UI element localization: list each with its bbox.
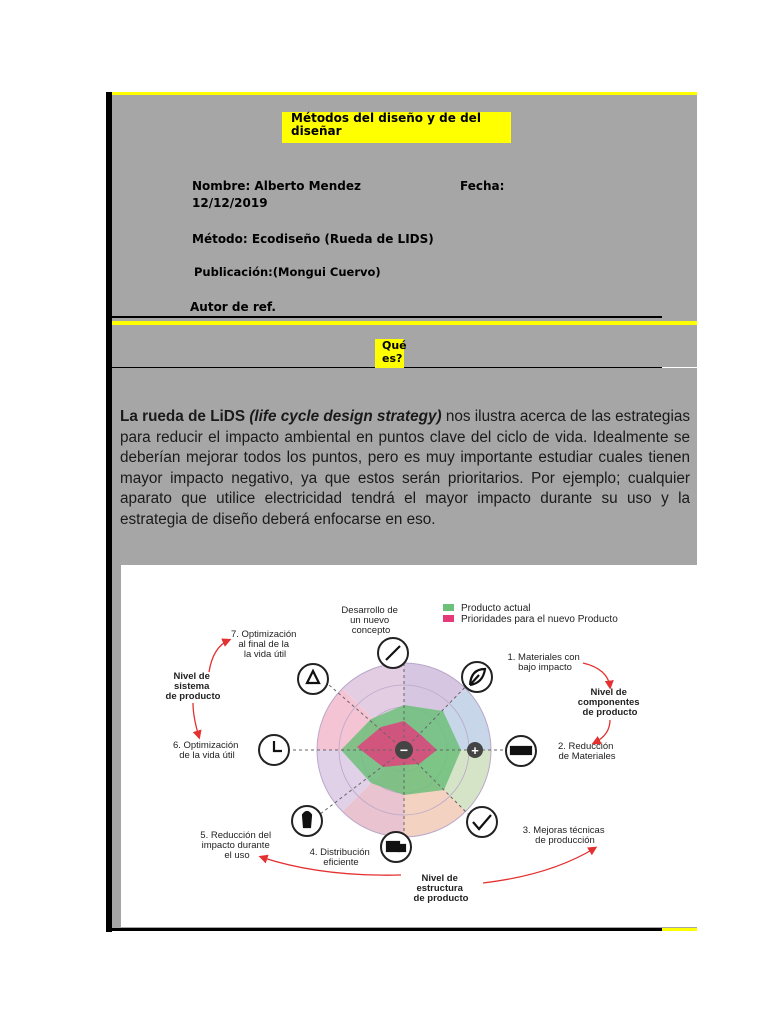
node-concepto: Desarrollo de un nuevo concepto (341, 605, 398, 636)
level-sistema: Nivel de sistema de producto (165, 671, 221, 702)
header-yellow-rule (112, 321, 697, 325)
level-estructura: Nivel de estructura de producto (413, 873, 469, 904)
center-plus: + (471, 743, 479, 758)
check-icon (467, 807, 497, 837)
level-componentes: Nivel de componentes de producto (577, 687, 640, 718)
center-minus: − (399, 742, 409, 758)
que-es-heading: Qué es? (375, 339, 404, 368)
description-paragraph (120, 407, 690, 530)
node-materiales: 1. Materiales con bajo impacto (507, 652, 580, 673)
lead-italic: (life cycle design strategy) (249, 408, 442, 425)
legend-swatch-prioridades (443, 615, 454, 622)
node-mejoras: 3. Mejoras técnicas de producción (522, 825, 605, 846)
metodo-field: Método: Ecodiseño (Rueda de LIDS) (192, 232, 434, 246)
legend-actual: Producto actual (461, 603, 531, 614)
section-white-rule (662, 367, 697, 368)
left-border (106, 92, 112, 932)
nombre-field: Nombre: Alberto Mendez (192, 179, 361, 193)
description-rest: nos ilustra acerca de las estrategias para reducir el impacto ambiental en puntos clave del ciclo de vida. Idealmente se deberían mejorar todos los puntos, pero es muy importante estudiar cuales tienen mayor impacto negativo, ya que estos serán prioritarios. Por ejemplo; cualquier aparato que utilice electricidad tendrá el mayor impacto durante su uso y la estrategia de diseño deberá enfocarse en eso. (120, 408, 690, 528)
legend-swatch-actual (443, 604, 454, 611)
node-distribucion: 4. Distribución eficiente (309, 847, 370, 868)
document-title: Métodos del diseño y de del diseñar (282, 112, 511, 143)
bottom-yellow-rule (662, 928, 697, 931)
recycle-icon (298, 664, 328, 694)
node-reduccion-uso: 5. Reducción del impacto durante el uso (200, 830, 272, 861)
legend-prioridades: Prioridades para el nuevo Producto (461, 614, 618, 625)
autor-field: Autor de ref. (190, 300, 276, 314)
bottom-black-rule (112, 928, 662, 931)
lead-bold: La rueda de LiDS (120, 408, 246, 425)
lids-wheel-figure (121, 565, 697, 927)
fecha-value: 12/12/2019 (192, 196, 268, 210)
fecha-label: Fecha: (460, 179, 505, 193)
top-yellow-rule (112, 92, 697, 95)
node-final-vida: 7. Optimización al final de la la vida útil (230, 629, 297, 660)
header-black-rule (112, 316, 662, 318)
publicacion-field: Publicación:(Mongui Cuervo) (194, 265, 381, 279)
lids-wheel-svg (121, 565, 697, 927)
node-reduccion-materiales: 2. Reducción de Materiales (557, 741, 616, 762)
node-vida-util: 6. Optimización de la vida útil (172, 740, 239, 761)
